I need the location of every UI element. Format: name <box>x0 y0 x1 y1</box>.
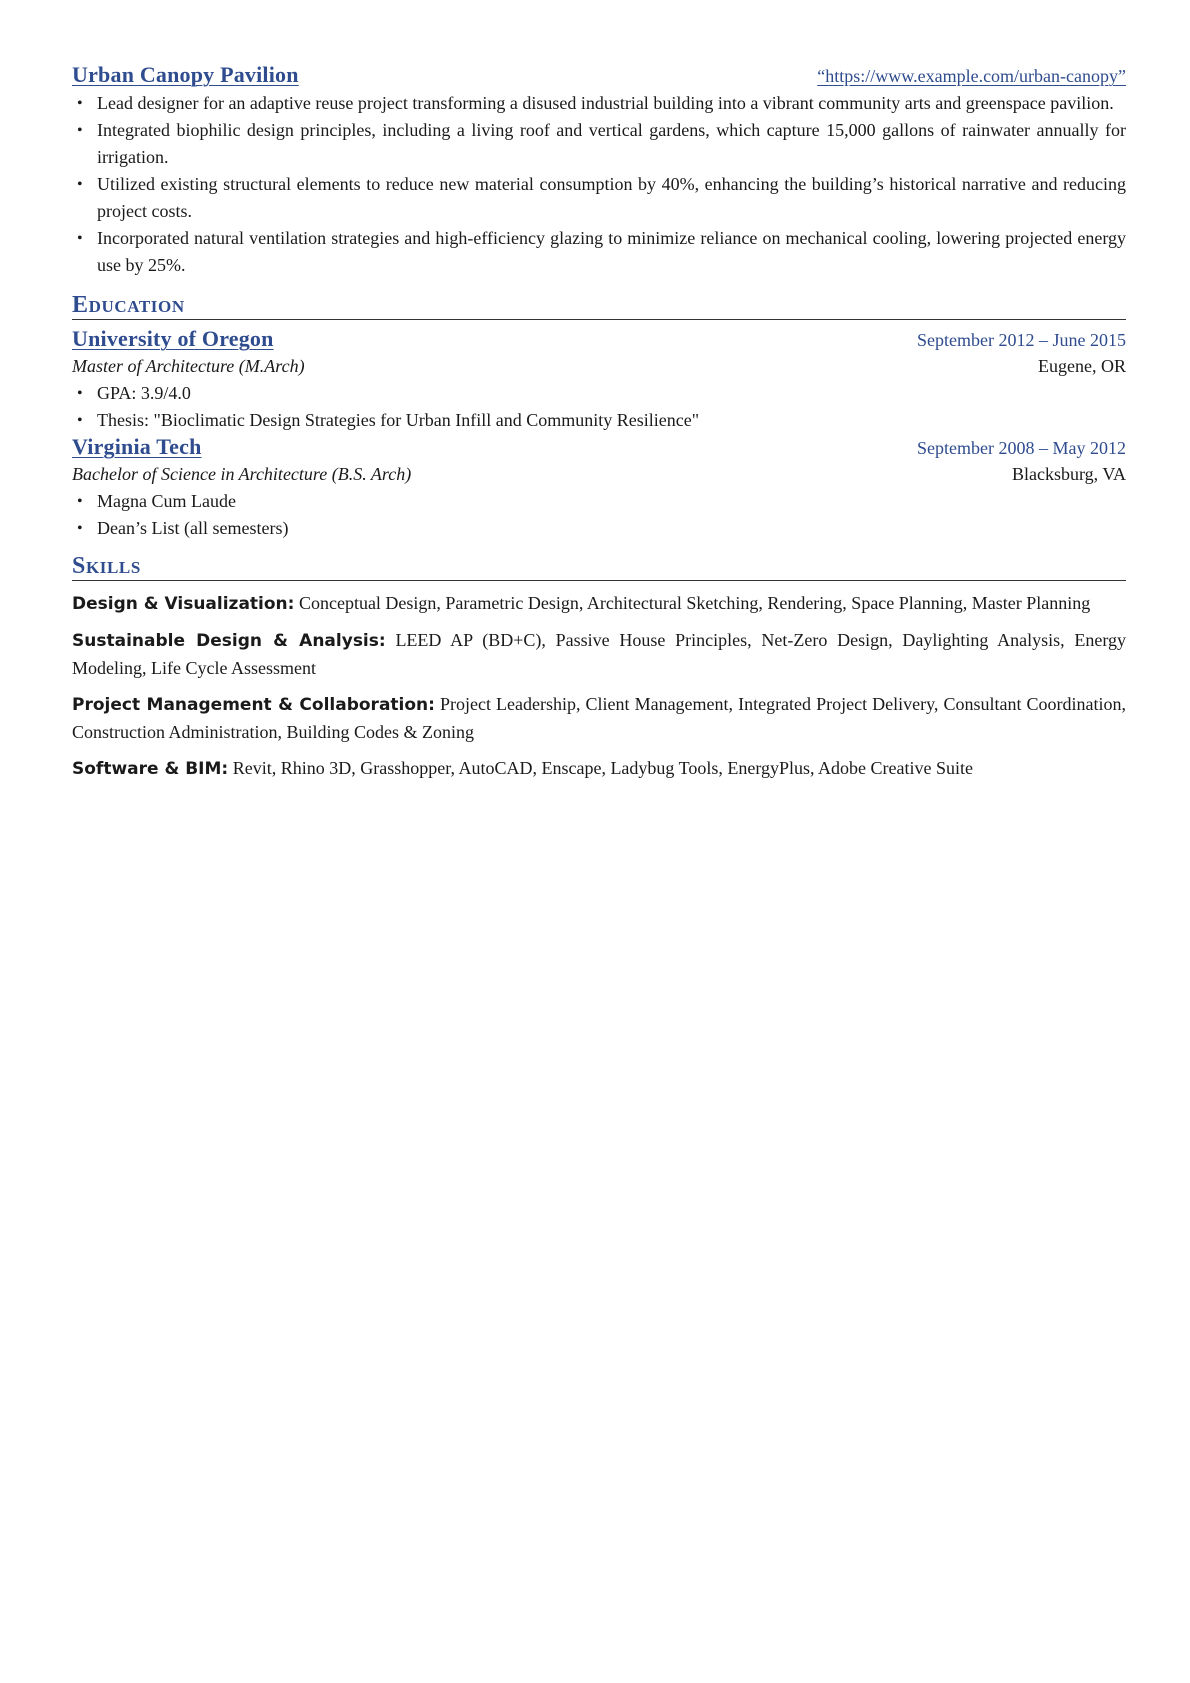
project-bullets <box>72 90 1126 279</box>
project-title-link[interactable]: Urban Canopy Pavilion <box>72 62 299 87</box>
skill-label: Software & BIM: <box>72 759 229 779</box>
project-url-link[interactable]: “https://www.example.com/urban-canopy” <box>817 66 1126 86</box>
list-item: • Thesis: "Bioclimatic Design Strategies for Urban Infill and Community Resilience" <box>97 407 1126 434</box>
skill-items: LEED AP (BD+C), Passive House Principles, Net-Zero Design, Daylighting Analysis, Energy Modeling, Life Cycle Assessment <box>72 630 1127 678</box>
list-item: • Utilized existing structural elements to reduce new material consumption by 40%, enhancing the building’s historical narrative and reducing project costs. <box>97 171 1126 225</box>
skill-label: Sustainable Design & Analysis: <box>72 631 386 651</box>
school-entry <box>72 326 1126 434</box>
list-item: • Lead designer for an adaptive reuse project transforming a disused industrial building into a vibrant community arts and greenspace pavilion. <box>97 90 1126 117</box>
school-header <box>72 326 1126 352</box>
school-name-link[interactable]: Virginia Tech <box>72 434 202 459</box>
project-header <box>72 62 1126 88</box>
school-location: Blacksburg, VA <box>1011 464 1126 484</box>
school-location: Eugene, OR <box>1038 356 1126 376</box>
skill-items: Conceptual Design, Parametric Design, Architectural Sketching, Rendering, Space Planning, Master Planning <box>298 593 1091 613</box>
skill-group <box>72 627 1126 682</box>
skill-label: Project Management & Collaboration: <box>72 695 435 715</box>
skill-group <box>72 755 1126 783</box>
skill-group <box>72 691 1126 746</box>
school-name-link[interactable]: University of Oregon <box>72 326 274 351</box>
skills-heading: Skills <box>72 552 1126 581</box>
school-bullets <box>72 488 1126 542</box>
resume-page <box>72 62 1126 783</box>
list-item: • Dean’s List (all semesters) <box>97 515 1126 542</box>
skill-label: Design & Visualization: <box>72 594 295 614</box>
degree-row <box>72 460 1126 488</box>
school-dates: September 2008 – May 2012 <box>917 438 1126 458</box>
list-item: • GPA: 3.9/4.0 <box>97 380 1126 407</box>
project-entry <box>72 62 1126 279</box>
school-header <box>72 434 1126 460</box>
skill-items: Revit, Rhino 3D, Grasshopper, AutoCAD, Enscape, Ladybug Tools, EnergyPlus, Adobe Creative Suite <box>232 758 973 778</box>
skill-items: Project Leadership, Client Management, Integrated Project Delivery, Consultant Coordination, Construction Administration, Building Codes & Zoning <box>72 694 1126 742</box>
list-item: • Integrated biophilic design principles, including a living roof and vertical gardens, which capture 15,000 gallons of rainwater annually for irrigation. <box>97 117 1126 171</box>
list-item: • Magna Cum Laude <box>97 488 1126 515</box>
school-bullets <box>72 380 1126 434</box>
education-heading: Education <box>72 291 1126 320</box>
school-entry <box>72 434 1126 542</box>
degree-name: Master of Architecture (M.Arch) <box>72 356 305 376</box>
school-dates: September 2012 – June 2015 <box>917 330 1126 350</box>
skill-group <box>72 590 1126 618</box>
list-item: • Incorporated natural ventilation strategies and high-efficiency glazing to minimize reliance on mechanical cooling, lowering projected energy use by 25%. <box>97 225 1126 279</box>
degree-row <box>72 352 1126 380</box>
degree-name: Bachelor of Science in Architecture (B.S. Arch) <box>72 464 412 484</box>
